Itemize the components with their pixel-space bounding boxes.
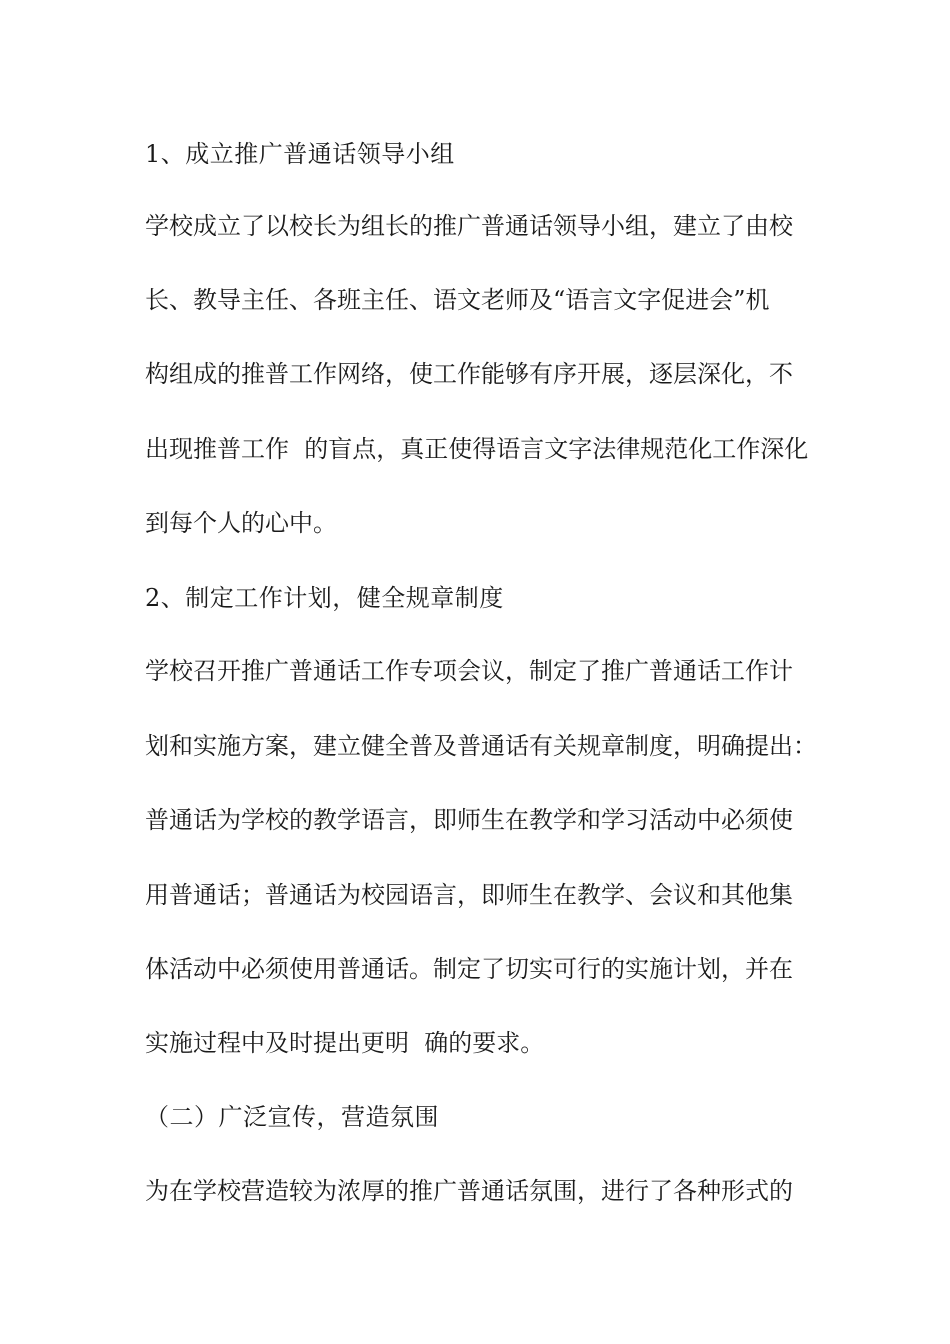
paragraph-line: 用普通话；普通话为校园语言，即师生在教学、会议和其他集 [145, 881, 793, 909]
section-heading-2: 2、制定工作计划，健全规章制度 [145, 584, 504, 612]
paragraph-line: 到每个人的心中。 [145, 509, 337, 537]
paragraph-line: 构组成的推普工作网络，使工作能够有序开展，逐层深化，不 [145, 360, 793, 388]
paragraph-line: 长、教导主任、各班主任、语文老师及“语言文字促进会”机 [145, 286, 770, 314]
paragraph-line: 学校召开推广普通话工作专项会议，制定了推广普通话工作计 [145, 657, 793, 685]
paragraph-line: 出现推普工作 的盲点，真正使得语言文字法律规范化工作深化 [145, 435, 809, 463]
paragraph-line: 实施过程中及时提出更明 确的要求。 [145, 1029, 545, 1057]
section-heading-1: 1、成立推广普通话领导小组 [145, 140, 455, 168]
paragraph-line: 为在学校营造较为浓厚的推广普通话氛围，进行了各种形式的 [145, 1177, 793, 1205]
paragraph-line: 学校成立了以校长为组长的推广普通话领导小组，建立了由校 [145, 212, 793, 240]
paragraph-line: 普通话为学校的教学语言，即师生在教学和学习活动中必须使 [145, 806, 793, 834]
section-heading-3: （二）广泛宣传，营造氛围 [145, 1103, 439, 1131]
paragraph-line: 划和实施方案，建立健全普及普通话有关规章制度，明确提出： [145, 732, 817, 760]
paragraph-line: 体活动中必须使用普通话。制定了切实可行的实施计划，并在 [145, 955, 793, 983]
